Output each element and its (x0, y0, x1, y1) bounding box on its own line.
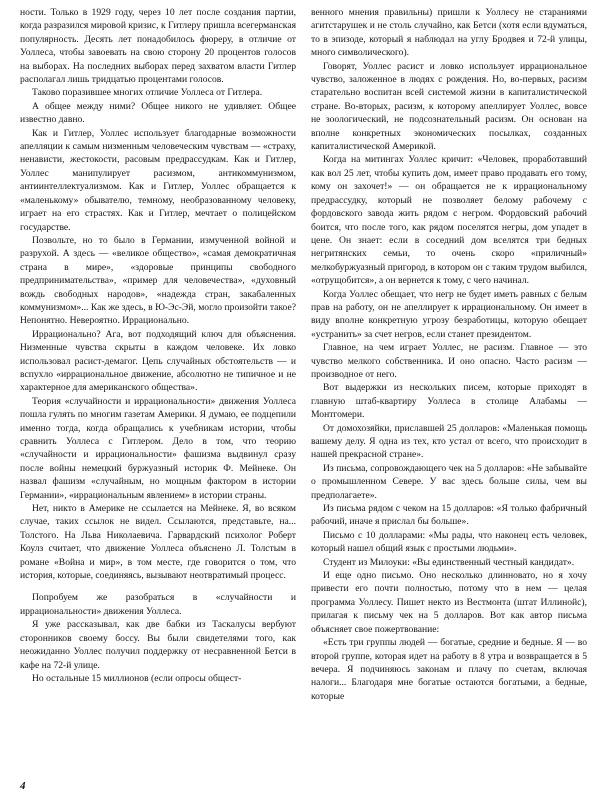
paragraph: Иррационально? Ага, вот подходящий ключ для объяснения. Низменные чувства скрыты в каждом человеке. Их ловко использовал расист-демагог. Цепь случайных обстоятельств — и вспухло «иррациональное движение, абсолютно не типичное и не характерное для американского общества». (20, 328, 296, 394)
paragraph: Когда Уоллес обещает, что негр не будет иметь равных с белым прав на работу, он не апеллирует к иррациональному. Он имеет в виду вполне конкретную угрозу безработицы, которую обещает «устранить» за счет негров, если станет президентом. (311, 288, 587, 340)
paragraph: Позвольте, но то было в Германии, измученной войной и разрухой. А здесь — «великое общество», «самая демократичная страна в мире», «здоровые принципы свободного предпринимательства», «пример для человечества», «духовный вождь свободных народов», «надежда стран, закабаленных коммунизмом»... Как же здесь, в Ю-Эс-Эй, могло произойти такое? Непонятно. Невероятно. Иррационально. (20, 234, 296, 327)
paragraph: ности. Только в 1929 году, через 10 лет после создания партии, когда разразился мировой кризис, к Гитлеру пришла всегерманская популярность. Десять лет понадобилось фюреру, в отличие от Уоллеса, чтобы завоевать на свою сторону 20 процентов голосов на выборах. На последних выборах перед захватом власти Гитлер располагал лишь тридцатью процентами голосов. (20, 7, 296, 86)
paragraph: «Есть три группы людей — богатые, средние и бедные. Я — во второй группе, которая идет на работу в 8 утра и возвращается в 5 вечера. Я подчиняюсь законам и плачу по счетам, включая налоги... Благодаря мне богатые остаются богатыми, а бедные, которые (311, 637, 587, 702)
paragraph: Теория «случайности и иррациональности» движения Уоллеса пошла гулять по многим газетам Америки. Я думаю, ее подцепили именно тогда, когда обращались к учебникам истории, чтобы сравнить Уоллеса с Гитлером. Дело в том, что теорию «случайности и иррациональности» фашизма выдвинул сразу после войны немецкий буржуазный историк Ф. Мейнеке. Он назвал фашизм «случайным, но мощным фактором в истории Германии», «иррациональным явлением» в истории страны. (20, 395, 296, 501)
paragraph: И еще одно письмо. Оно несколько длинновато, но я хочу привести его почти полностью, потому что в нем — целая программа Уоллесу. Пишет некто из Вестмонта (штат Иллинойс), прилагая к письму чек на 5 долларов. Вот как автор письма объясняет свое пожертвование: (311, 570, 587, 635)
paragraph: Из письма, сопровождающего чек на 5 долларов: «Не забывайте о промышленном Севере. У вас здесь больше силы, чем вы предполагаете». (311, 462, 587, 501)
left-column (20, 6, 296, 685)
paragraph: Как и Гитлер, Уоллес использует благодарные возможности апелляции к самым низменным человеческим чувствам — «страху, ненависти, жестокости, расовым предрассудкам. Как и Гитлер, Уоллес манипулирует расизмом, антикоммунизмом, антиинтеллектуализмом. Как и Гитлер, Уоллес обращается к «маленькому» обывателю, темному, необразованному человеку, играет на его страстях. Как и Гитлер, мечтает о полицейском государстве. (20, 127, 296, 233)
paragraph: Письмо с 10 долларами: «Мы рады, что наконец есть человек, который нашел общий язык с простыми людьми». (311, 529, 587, 555)
paragraph: Главное, на чем играет Уоллес, не расизм. Главное — это чувство мелкого собственника. И оно опасно. Часто расизм — производное от него. (311, 342, 587, 380)
paragraph: Студент из Милоуки: «Вы единственный честный кандидат». (323, 556, 575, 568)
paragraph: Я уже рассказывал, как две бабки из Таскалусы вербуют сторонников своему боссу. Вы были свидетелями того, как неожиданно Уоллес получил поддержку от несравненной Бетси в кафе на 72-й улице. (20, 619, 296, 671)
paragraph: Вот выдержки из нескольких писем, которые приходят в главную штаб-квартиру Уоллеса в столице Алабамы — Монтгомери. (311, 382, 587, 421)
paragraph: Когда на митингах Уоллес кричит: «Человек, проработавший как вол 25 лет, чтобы купить дом, имеет право продавать его тому, кому он захочет!» — он обращается не к иррациональному предрассудку, который не позволяет белому рабочему с фордовского завода жить рядом с негром. Фордовский рабочий боится, что после того, как рядом поселятся негры, дом упадет в цене. Он знает: если в соседний дом вселятся три бедных негритянских семьи, то очень скоро «приличный» мелкобуржуазный пригород, в котором он с таким трудом выбился, «отрущобится», а он вернется к тому, с чего начинал. (311, 154, 587, 287)
paragraph: А общее между ними? Общее никого не удивляет. Общее известно давно. (20, 100, 296, 126)
paragraph: Говорят, Уоллес расист и ловко использует иррациональное чувство, заложенное в людях с рождения. Но, во-первых, расизм старательно воспитан всей системой жизни в капиталистической стране. Во-вторых, расизм, к которому апеллирует Уоллес, вовсе не зоологический, не подсознательный расизм. Он основан на вполне конкретных экономических посылках, созданных капиталистической Америкой. (311, 60, 587, 153)
paragraph: Но остальные 15 миллионов (если опросы общест- (32, 672, 242, 684)
page-number: 4 (20, 780, 26, 792)
paragraph: Нет, никто в Америке не ссылается на Мейнеке. Я, во всяком случае, таких ссылок не видел. Ссылаются, представьте, на... Толстого. На Льва Николаевича. Гарвардский психолог Роберт Коулз считает, что движение Уоллеса объяснено Л. Толстым в романе «Война и мир», в том месте, где говорится о том, что история, которые, соединяясь, вызывают неотвратимый процесс. (20, 503, 296, 582)
section-break (20, 582, 296, 591)
paragraph: Из письма рядом с чеком на 15 долларов: «Я только фабричный рабочий, иначе я прислал бы больше». (311, 503, 587, 528)
paragraph: Попробуем же разобраться в «случайности и иррациональности» движения Уоллеса. (20, 592, 296, 617)
right-column (311, 6, 587, 703)
paragraph: От домохозяйки, приславшей 25 долларов: «Маленькая помощь вашему делу. Я одна из тех, кто устал от всего, что происходит в нашей прекрасной стране». (311, 422, 587, 461)
paragraph: венного мнения правильны) пришли к Уоллесу не стараниями агитстарушек и не столь случайно, как Бетси (хотя если вдуматься, то в эпизоде, который я наблюдал на углу Бродвея и 72-й улицы, много символического). (311, 7, 587, 59)
paragraph: Таково поразившее многих отличие Уоллеса от Гитлера. (32, 87, 263, 99)
